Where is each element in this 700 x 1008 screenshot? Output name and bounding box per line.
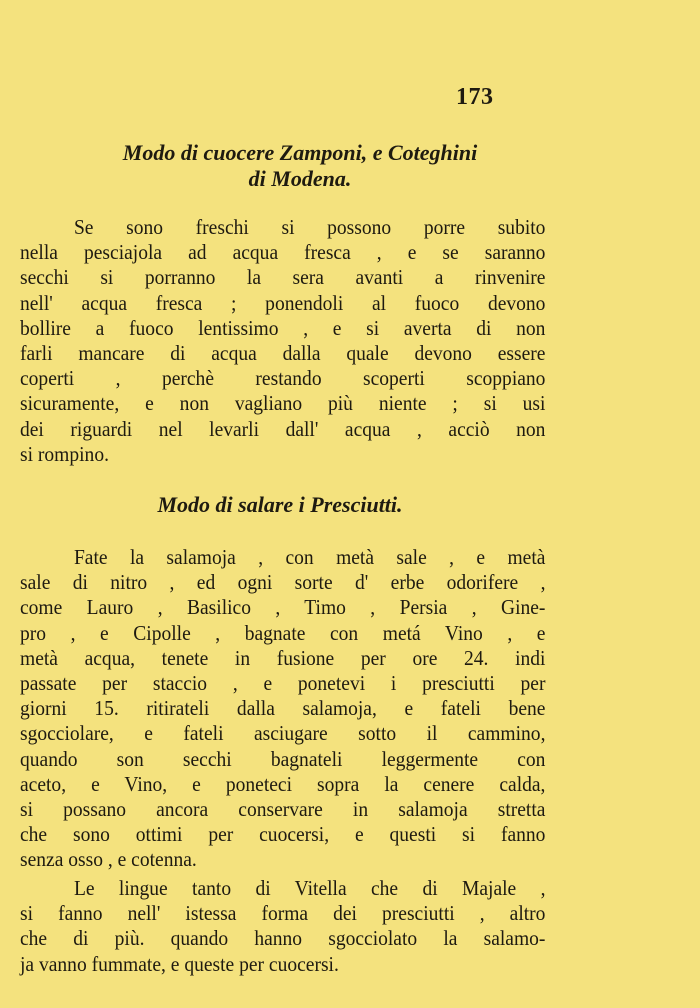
- text-line: sgocciolare, e fateli asciugare sotto il cammino,: [20, 721, 546, 746]
- text-line: senza osso , e cotenna.: [20, 847, 197, 872]
- paragraph-salamoja: [20, 545, 545, 873]
- text-line: che di più. quando hanno sgocciolato la salamo-: [20, 926, 546, 951]
- text-line: aceto, e Vino, e poneteci sopra la cenere calda,: [20, 771, 546, 796]
- text-line: giorni 15. ritirateli dalla salamoja, e fateli bene: [20, 696, 546, 721]
- section-title-line: Modo di salare i Presciutti.: [157, 492, 403, 517]
- text-line: si rompino.: [20, 441, 109, 466]
- section-title-line: Modo di cuocere Zamponi, e Coteghini: [122, 140, 478, 165]
- paragraph-zamponi: [20, 215, 545, 467]
- text-line: passate per staccio , e ponetevi i presciutti per: [20, 671, 546, 696]
- text-line: quando son secchi bagnateli leggermente con: [20, 746, 546, 771]
- text-line: sale di nitro , ed ogni sorte d' erbe odorifere ,: [20, 570, 546, 595]
- text-line: metà acqua, tenete in fusione per ore 24. indi: [20, 645, 546, 670]
- text-line: nella pesciajola ad acqua fresca , e se saranno: [20, 240, 546, 265]
- text-line: ja vanno fummate, e queste per cuocersi.: [20, 951, 339, 976]
- text-line: si possano ancora conservare in salamoja stretta: [20, 797, 546, 822]
- text-line: bollire a fuoco lentissimo , e si averta di non: [20, 315, 546, 340]
- section-title-presciutti: [60, 492, 500, 518]
- text-line: si fanno nell' istessa forma dei presciutti , altro: [20, 901, 546, 926]
- text-line: pro , e Cipolle , bagnate con metá Vino , e: [20, 620, 546, 645]
- text-line: secchi si porranno la sera avanti a rinvenire: [20, 265, 546, 290]
- text-line: sicuramente, e non vagliano più niente ; si usi: [20, 391, 546, 416]
- text-line: coperti , perchè restando scoperti scoppiano: [20, 366, 546, 391]
- paragraph-lingue: [20, 876, 545, 977]
- text-line: Se sono freschi si possono porre subito: [73, 215, 546, 239]
- section-title-line: di Modena.: [248, 166, 352, 191]
- text-line: dei riguardi nel levarli dall' acqua , acciò non: [20, 416, 546, 441]
- text-line: farli mancare di acqua dalla quale devono essere: [20, 341, 546, 366]
- text-line: che sono ottimi per cuocersi, e questi si fanno: [20, 822, 546, 847]
- text-line: nell' acqua fresca ; ponendoli al fuoco devono: [20, 290, 546, 315]
- section-title-zamponi: [60, 140, 540, 192]
- text-line: Fate la salamoja , con metà sale , e metà: [73, 545, 546, 569]
- text-line: Le lingue tanto di Vitella che di Majale ,: [73, 876, 546, 900]
- page-number: 173: [456, 84, 494, 110]
- text-line: come Lauro , Basilico , Timo , Persia , Gine-: [20, 595, 546, 620]
